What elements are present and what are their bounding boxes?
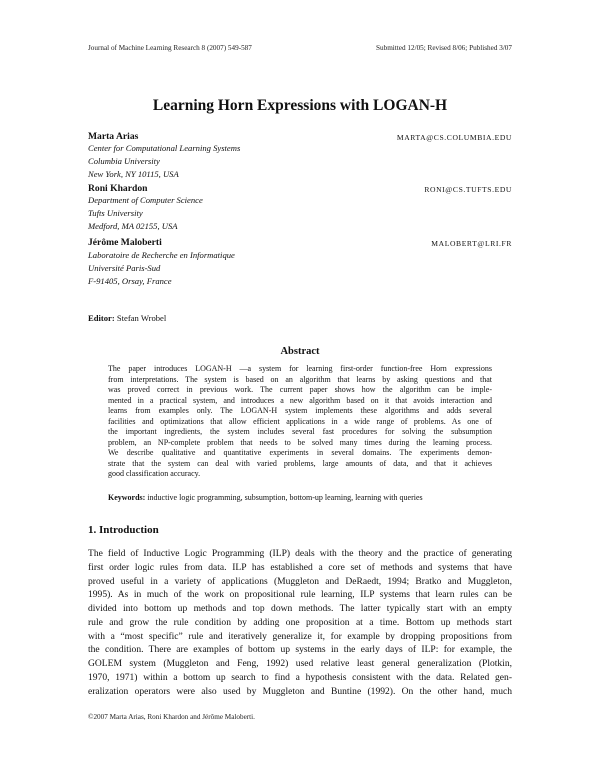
- abstract-line: learns from examples only. The LOGAN-H system implements these algorithms and adds several: [108, 406, 492, 416]
- body-line: GOLEM system (Muggleton and Feng, 1992) used relative least general generalization (Plotkin,: [88, 658, 512, 670]
- author-name: Jérôme Maloberti: [88, 237, 162, 248]
- abstract-line: the important ingredients, the system includes several fast procedures for solving the subsumption: [108, 427, 492, 437]
- author-affiliation: [88, 249, 235, 287]
- abstract-text: [108, 364, 492, 480]
- body-line: 1995). As in much of the work on propositional rule learning, ILP systems that learn rules can be: [88, 589, 512, 601]
- author-email: MALOBERT@LRI.FR: [431, 239, 512, 248]
- abstract-line: mented in a practical system, and introduces a new algorithm based on it that avoids interaction and: [108, 395, 492, 405]
- keywords: [108, 493, 508, 502]
- abstract-line: was proved correct in previous work. The current paper shows how the algorithm can be imple-: [108, 385, 492, 395]
- body-line: 1970, 1971) within a bottom up search to find a hypothesis consistent with the data. Related gen-: [88, 672, 512, 684]
- paper-title: Learning Horn Expressions with LOGAN-H: [152, 97, 448, 114]
- abstract-line: facilities and optimizations that allow efficient applications in a wide range of problems. As one of: [108, 416, 492, 426]
- author-affiliation: [88, 142, 240, 180]
- abstract-line: The paper introduces LOGAN-H —a system for learning first-order function-free Horn expressions: [108, 364, 492, 373]
- affiliation-line: New York, NY 10115, USA: [88, 168, 179, 179]
- editor-line: [88, 313, 166, 323]
- editor-name: Stefan Wrobel: [116, 313, 167, 323]
- abstract-line: strate that the system can deal with varied problems, large amounts of data, and that it achieves: [108, 458, 492, 468]
- editor-label: Editor:: [88, 313, 115, 323]
- body-line: proved useful in a variety of applications (Muggleton and DeRaedt, 1994; Bratko and Muggleton,: [88, 575, 512, 587]
- abstract-line: from interpretations. The system is based on an algorithm that learns by asking questions and that: [108, 374, 492, 384]
- author-name: Marta Arias: [88, 131, 139, 142]
- author-name: Roni Khardon: [88, 183, 148, 194]
- abstract-line: good classification accuracy.: [108, 469, 201, 479]
- section-body: [88, 547, 512, 699]
- affiliation-line: Columbia University: [88, 155, 160, 166]
- body-line: divided into bottom up methods and top down methods. The latter typically start with an empty: [88, 603, 512, 615]
- affiliation-line: Center for Computational Learning Systems: [88, 143, 241, 153]
- journal-header: Journal of Machine Learning Research 8 (2007) 549-587: [88, 44, 252, 52]
- affiliation-line: Université Paris-Sud: [88, 262, 161, 273]
- body-line: The field of Inductive Logic Programming (ILP) deals with the theory and the practice of generating: [88, 548, 512, 559]
- section-heading: 1. Introduction: [88, 524, 159, 536]
- body-line: with a “most specific” rule and iteratively generalize it, for example by dropping propositions from: [88, 630, 512, 642]
- affiliation-line: Medford, MA 02155, USA: [88, 220, 178, 231]
- affiliation-line: Laboratoire de Recherche en Informatique: [88, 250, 235, 260]
- body-line: first order logic rules from data. ILP has established a core set of methods and systems that have: [88, 561, 512, 573]
- author-email: RONI@CS.TUFTS.EDU: [424, 185, 512, 194]
- keywords-label: Keywords:: [108, 493, 146, 502]
- submission-dates: Submitted 12/05; Revised 8/06; Published 3/07: [376, 44, 512, 52]
- body-line: rule and grow the rule condition by adding one proposition at a time. Bottom up methods start: [88, 616, 512, 628]
- keywords-list: inductive logic programming, subsumption, bottom-up learning, learning with queries: [147, 493, 423, 502]
- body-line: the condition. There are examples of bottom up systems in the early days of ILP: for example, the: [88, 644, 512, 656]
- abstract-line: problem, an NP-complete problem that needs to be solved many times during the learning process.: [108, 437, 492, 447]
- copyright-footer: ©2007 Marta Arias, Roni Khardon and Jérôme Maloberti.: [88, 713, 255, 721]
- abstract-heading: Abstract: [280, 346, 320, 357]
- body-line: eralization operators were also used by Muggleton and Buntine (1992). On the other hand, much: [88, 685, 512, 697]
- affiliation-line: F-91405, Orsay, France: [88, 275, 172, 286]
- affiliation-line: Tufts University: [88, 207, 143, 218]
- affiliation-line: Department of Computer Science: [88, 195, 203, 205]
- abstract-line: We describe qualitative and quantitative experiments in several domains. The experiments demon-: [108, 448, 492, 458]
- author-affiliation: [88, 194, 203, 232]
- author-email: MARTA@CS.COLUMBIA.EDU: [396, 133, 512, 142]
